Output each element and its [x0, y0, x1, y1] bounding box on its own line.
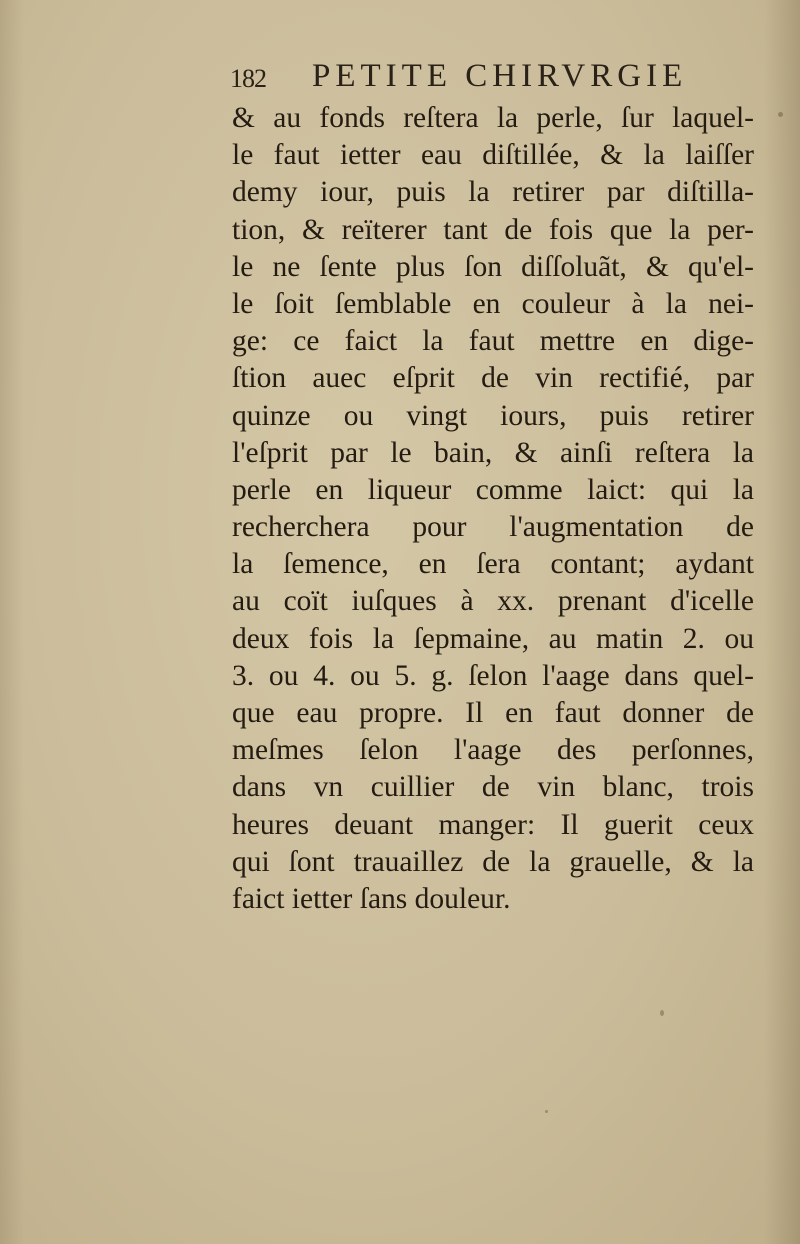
text-line: quinze ou vingt iours, puis retirer — [232, 399, 754, 432]
text-line: le ſoit ſemblable en couleur à la nei- — [232, 287, 754, 320]
text-line: faict ietter ſans douleur. — [232, 882, 511, 915]
text-line: la ſemence, en ſera contant; aydant — [232, 548, 754, 581]
running-title: PETITE CHIRVRGIE — [312, 58, 688, 94]
body-text — [232, 100, 762, 918]
page-number: 182 — [230, 64, 266, 93]
text-line: dans vn cuillier de vin blanc, trois — [232, 771, 754, 804]
text-line: tion, & reïterer tant de fois que la per- — [232, 213, 754, 246]
text-line: ſtion auec eſprit de vin rectifié, par — [232, 362, 754, 395]
text-line: deux fois la ſepmaine, au matin 2. ou — [232, 622, 754, 655]
paper-speck — [545, 1110, 548, 1113]
page-edge-shadow — [764, 0, 800, 1244]
paper-speck — [660, 1010, 664, 1016]
text-line: meſmes ſelon l'aage des perſonnes, — [232, 734, 754, 767]
text-line: l'eſprit par le bain, & ainſi reſtera la — [232, 436, 754, 469]
text-line: demy iour, puis la retirer par diſtilla- — [232, 176, 754, 209]
text-line: recherchera pour l'augmentation de — [232, 511, 754, 544]
text-line: heures deuant manger: Il guerit ceux — [232, 808, 754, 841]
text-line: perle en liqueur comme laict: qui la — [232, 473, 754, 506]
paper-speck — [778, 112, 783, 117]
page-gutter-shadow — [0, 0, 24, 1244]
text-line: le ne ſente plus ſon diſſoluãt, & qu'el- — [232, 250, 754, 283]
page-header — [230, 58, 750, 98]
text-line: au coït iuſques à xx. prenant d'icelle — [232, 585, 754, 618]
text-line: le faut ietter eau diſtillée, & la laiſſer — [232, 139, 754, 172]
text-line: 3. ou 4. ou 5. g. ſelon l'aage dans quel- — [232, 659, 754, 692]
text-line: que eau propre. Il en faut donner de — [232, 697, 754, 729]
text-line: ge: ce faict la faut mettre en dige- — [232, 325, 754, 358]
text-line: & au fonds reſtera la perle, ſur laquel- — [232, 102, 754, 134]
text-line: qui ſont trauaillez de la grauelle, & la — [232, 845, 754, 878]
